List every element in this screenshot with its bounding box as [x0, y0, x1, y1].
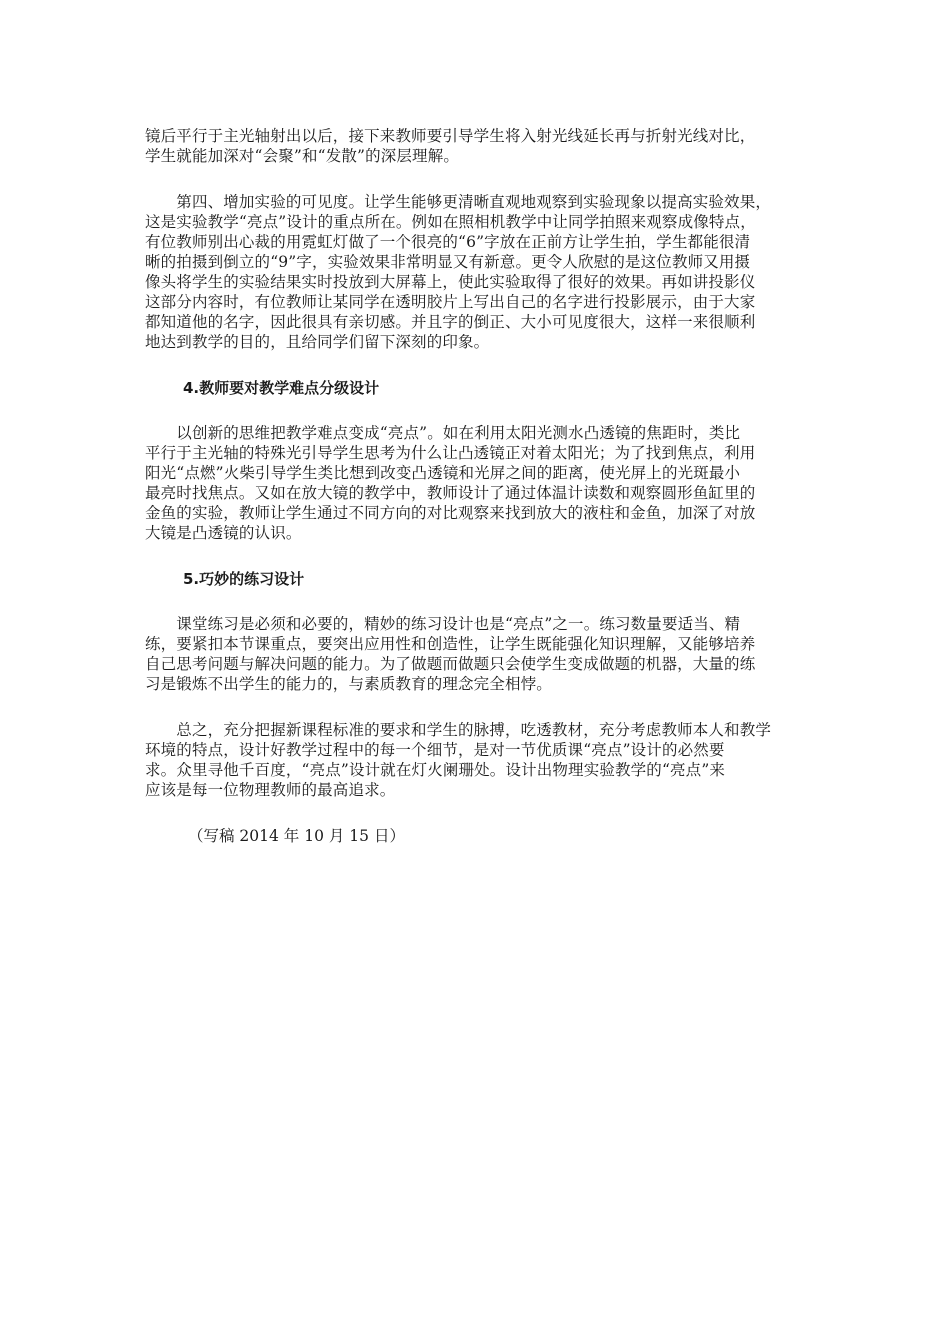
text-line: 金鱼的实验，教师让学生通过不同方向的对比观察来找到放大的液柱和金鱼，加深了对放 — [145, 504, 756, 522]
text-line: 地达到教学的目的，且给同学们留下深刻的印象。 — [145, 333, 490, 351]
paragraph-fourth-point — [145, 192, 813, 352]
text-line: 练，要紧扣本节课重点，要突出应用性和创造性，让学生既能强化知识理解，又能够培养 — [145, 635, 756, 653]
paragraph-continuation — [145, 126, 813, 166]
text-line: 都知道他的名字，因此很具有亲切感。并且字的倒正、大小可见度很大，这样一来很顺利 — [145, 313, 756, 331]
text-line: 晰的拍摄到倒立的“9”字，实验效果非常明显又有新意。更令人欣慰的是这位教师又用摄 — [145, 253, 751, 271]
text-line: 习是锻炼不出学生的能力的，与素质教育的理念完全相悖。 — [145, 675, 552, 693]
section-heading-5: 5.巧妙的练习设计 — [183, 570, 305, 588]
text-line: 课堂练习是必须和必要的，精妙的练习设计也是“亮点”之一。练习数量要适当、精 — [145, 615, 741, 633]
text-line: 求。众里寻他千百度，“亮点”设计就在灯火阑珊处。设计出物理实验教学的“亮点”来 — [145, 761, 726, 779]
text-line: 自己思考问题与解决问题的能力。为了做题而做题只会使学生变成做题的机器，大量的练 — [145, 655, 756, 673]
paragraph-section-5 — [145, 614, 813, 694]
paragraph-section-4 — [145, 423, 813, 543]
document-page — [145, 126, 813, 846]
paragraph-conclusion — [145, 720, 813, 800]
text-line: 应该是每一位物理教师的最高追求。 — [145, 781, 396, 799]
text-line: 最亮时找焦点。又如在放大镜的教学中，教师设计了通过体温计读数和观察圆形鱼缸里的 — [145, 484, 756, 502]
text-line: 像头将学生的实验结果实时投放到大屏幕上，使此实验取得了很好的效果。再如讲投影仪 — [145, 273, 756, 291]
text-line: 阳光“点燃”火柴引导学生类比想到改变凸透镜和光屏之间的距离，使光屏上的光斑最小 — [145, 464, 741, 482]
text-line: 大镜是凸透镜的认识。 — [145, 524, 302, 542]
text-line: 镜后平行于主光轴射出以后，接下来教师要引导学生将入射光线延长再与折射光线对比， — [145, 127, 756, 145]
text-line: 平行于主光轴的特殊光引导学生思考为什么让凸透镜正对着太阳光；为了找到焦点，利用 — [145, 444, 756, 462]
text-line: 总之，充分把握新课程标准的要求和学生的脉搏，吃透教材，充分考虑教师本人和教学 — [145, 721, 772, 739]
text-line: 第四、增加实验的可见度。让学生能够更清晰直观地观察到实验现象以提高实验效果， — [145, 193, 772, 211]
text-line: 环境的特点，设计好教学过程中的每一个细节，是对一节优质课“亮点”设计的必然要 — [145, 741, 725, 759]
date-signature: （写稿 2014 年 10 月 15 日） — [188, 827, 405, 845]
text-line: 这是实验教学“亮点”设计的重点所在。例如在照相机教学中让同学拍照来观察成像特点， — [145, 213, 756, 231]
text-line: 以创新的思维把教学难点变成“亮点”。如在利用太阳光测水凸透镜的焦距时，类比 — [145, 424, 741, 442]
text-line: 有位教师别出心裁的用霓虹灯做了一个很亮的“6”字放在正前方让学生拍，学生都能很清 — [145, 233, 751, 251]
text-line: 这部分内容时，有位教师让某同学在透明胶片上写出自己的名字进行投影展示，由于大家 — [145, 293, 756, 311]
text-line: 学生就能加深对“会聚”和“发散”的深层理解。 — [145, 147, 459, 165]
section-heading-4: 4.教师要对教学难点分级设计 — [183, 379, 380, 397]
